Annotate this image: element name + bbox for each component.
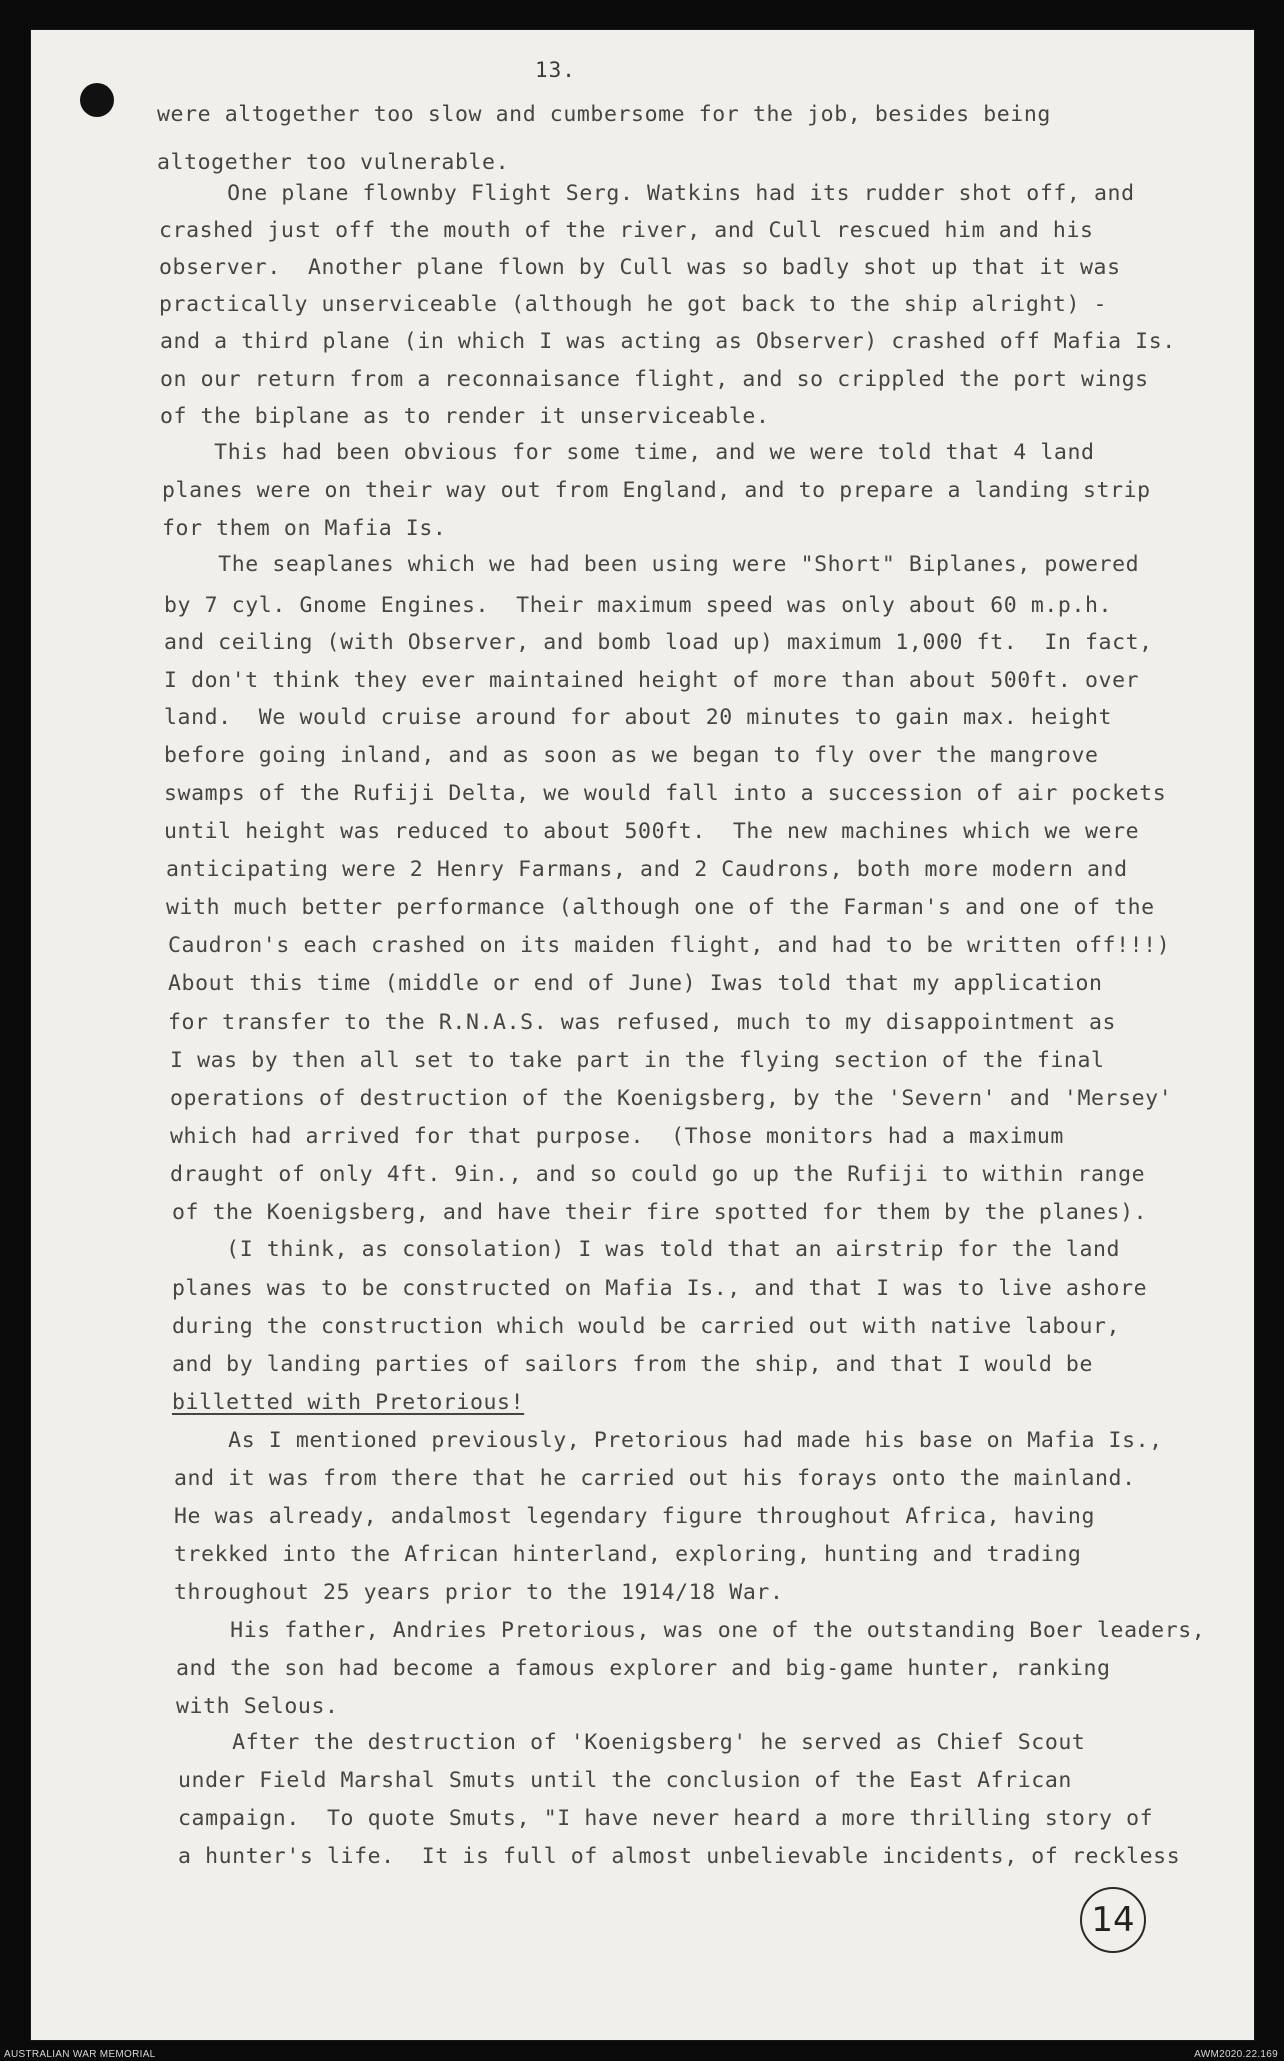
text-line: and it was from there that he carried out his forays onto the mainland.: [174, 1466, 1136, 1491]
text-line: The seaplanes which we had been using were "Short" Biplanes, powered: [164, 552, 1140, 577]
text-line: a hunter's life. It is full of almost unbelievable incidents, of reckless: [178, 1844, 1181, 1869]
text-line: About this time (middle or end of June) Iwas told that my application: [168, 971, 1103, 996]
text-line: which had arrived for that purpose. (Those monitors had a maximum: [170, 1124, 1064, 1149]
text-line: swamps of the Rufiji Delta, we would fall into a succession of air pockets: [164, 781, 1167, 806]
text-line: practically unserviceable (although he got back to the ship alright) -: [159, 292, 1108, 317]
text-line-underlined: billetted with Pretorious!: [172, 1390, 525, 1415]
text-line: This had been obvious for some time, and we were told that 4 land: [160, 440, 1095, 465]
text-line: His father, Andries Pretorious, was one of the outstanding Boer leaders,: [176, 1618, 1206, 1643]
text-line: After the destruction of 'Koenigsberg' he served as Chief Scout: [178, 1730, 1086, 1755]
text-line: for transfer to the R.N.A.S. was refused, much to my disappointment as: [168, 1010, 1117, 1035]
text-line: He was already, andalmost legendary figure throughout Africa, having: [174, 1504, 1095, 1529]
handwritten-page-number: 14: [1080, 1887, 1146, 1953]
page-number: 13.: [535, 58, 576, 82]
text-line: Caudron's each crashed on its maiden flight, and had to be written off!!!): [168, 933, 1171, 958]
text-line: draught of only 4ft. 9in., and so could go up the Rufiji to within range: [170, 1162, 1146, 1187]
text-line: under Field Marshal Smuts until the conclusion of the East African: [178, 1768, 1072, 1793]
text-line: of the biplane as to render it unserviceable.: [160, 404, 770, 429]
text-line: One plane flownby Flight Serg. Watkins had its rudder shot off, and: [173, 181, 1135, 206]
text-line: with much better performance (although one of the Farman's and one of the: [166, 895, 1155, 920]
text-line: of the Koenigsberg, and have their fire spotted for them by the planes).: [172, 1200, 1148, 1225]
text-line: land. We would cruise around for about 20 minutes to gain max. height: [164, 705, 1113, 730]
text-line: I was by then all set to take part in the flying section of the final: [170, 1048, 1105, 1073]
text-line: for them on Mafia Is.: [162, 516, 447, 541]
footer-reference: AWM2020.22.169: [1194, 2049, 1278, 2060]
text-line: altogether too vulnerable.: [157, 150, 510, 175]
text-line: campaign. To quote Smuts, "I have never heard a more thrilling story of: [178, 1806, 1154, 1831]
text-line: planes was to be constructed on Mafia Is., and that I was to live ashore: [172, 1276, 1148, 1301]
text-line: throughout 25 years prior to the 1914/18 War.: [174, 1580, 784, 1605]
text-line: and a third plane (in which I was acting as Observer) crashed off Mafia Is.: [160, 329, 1176, 354]
text-line: anticipating were 2 Henry Farmans, and 2 Caudrons, both more modern and: [166, 857, 1128, 882]
text-line: planes were on their way out from England, and to prepare a landing strip: [162, 478, 1151, 503]
text-line: with Selous.: [176, 1694, 339, 1719]
text-line: crashed just off the mouth of the river, and Cull rescued him and his: [159, 218, 1094, 243]
text-line: As I mentioned previously, Pretorious had made his base on Mafia Is.,: [174, 1428, 1163, 1453]
text-line: by 7 cyl. Gnome Engines. Their maximum speed was only about 60 m.p.h.: [164, 593, 1113, 618]
text-line: and by landing parties of sailors from the ship, and that I would be: [172, 1352, 1093, 1377]
text-line: were altogether too slow and cumbersome for the job, besides being: [157, 102, 1051, 127]
footer-institution: AUSTRALIAN WAR MEMORIAL: [4, 2049, 156, 2060]
text-line: trekked into the African hinterland, exploring, hunting and trading: [174, 1542, 1082, 1567]
text-line: during the construction which would be carried out with native labour,: [172, 1314, 1121, 1339]
text-line: operations of destruction of the Koenigsberg, by the 'Severn' and 'Mersey': [170, 1086, 1173, 1111]
text-line: before going inland, and as soon as we began to fly over the mangrove: [164, 743, 1099, 768]
text-line: on our return from a reconnaisance flight, and so crippled the port wings: [160, 367, 1149, 392]
text-line: I don't think they ever maintained height of more than about 500ft. over: [164, 668, 1140, 693]
text-line: observer. Another plane flown by Cull was so badly shot up that it was: [159, 255, 1121, 280]
text-line: and ceiling (with Observer, and bomb load up) maximum 1,000 ft. In fact,: [164, 630, 1153, 655]
text-line: and the son had become a famous explorer and big-game hunter, ranking: [176, 1656, 1111, 1681]
text-line: (I think, as consolation) I was told that an airstrip for the land: [172, 1237, 1121, 1262]
text-line: until height was reduced to about 500ft. The new machines which we were: [164, 819, 1140, 844]
